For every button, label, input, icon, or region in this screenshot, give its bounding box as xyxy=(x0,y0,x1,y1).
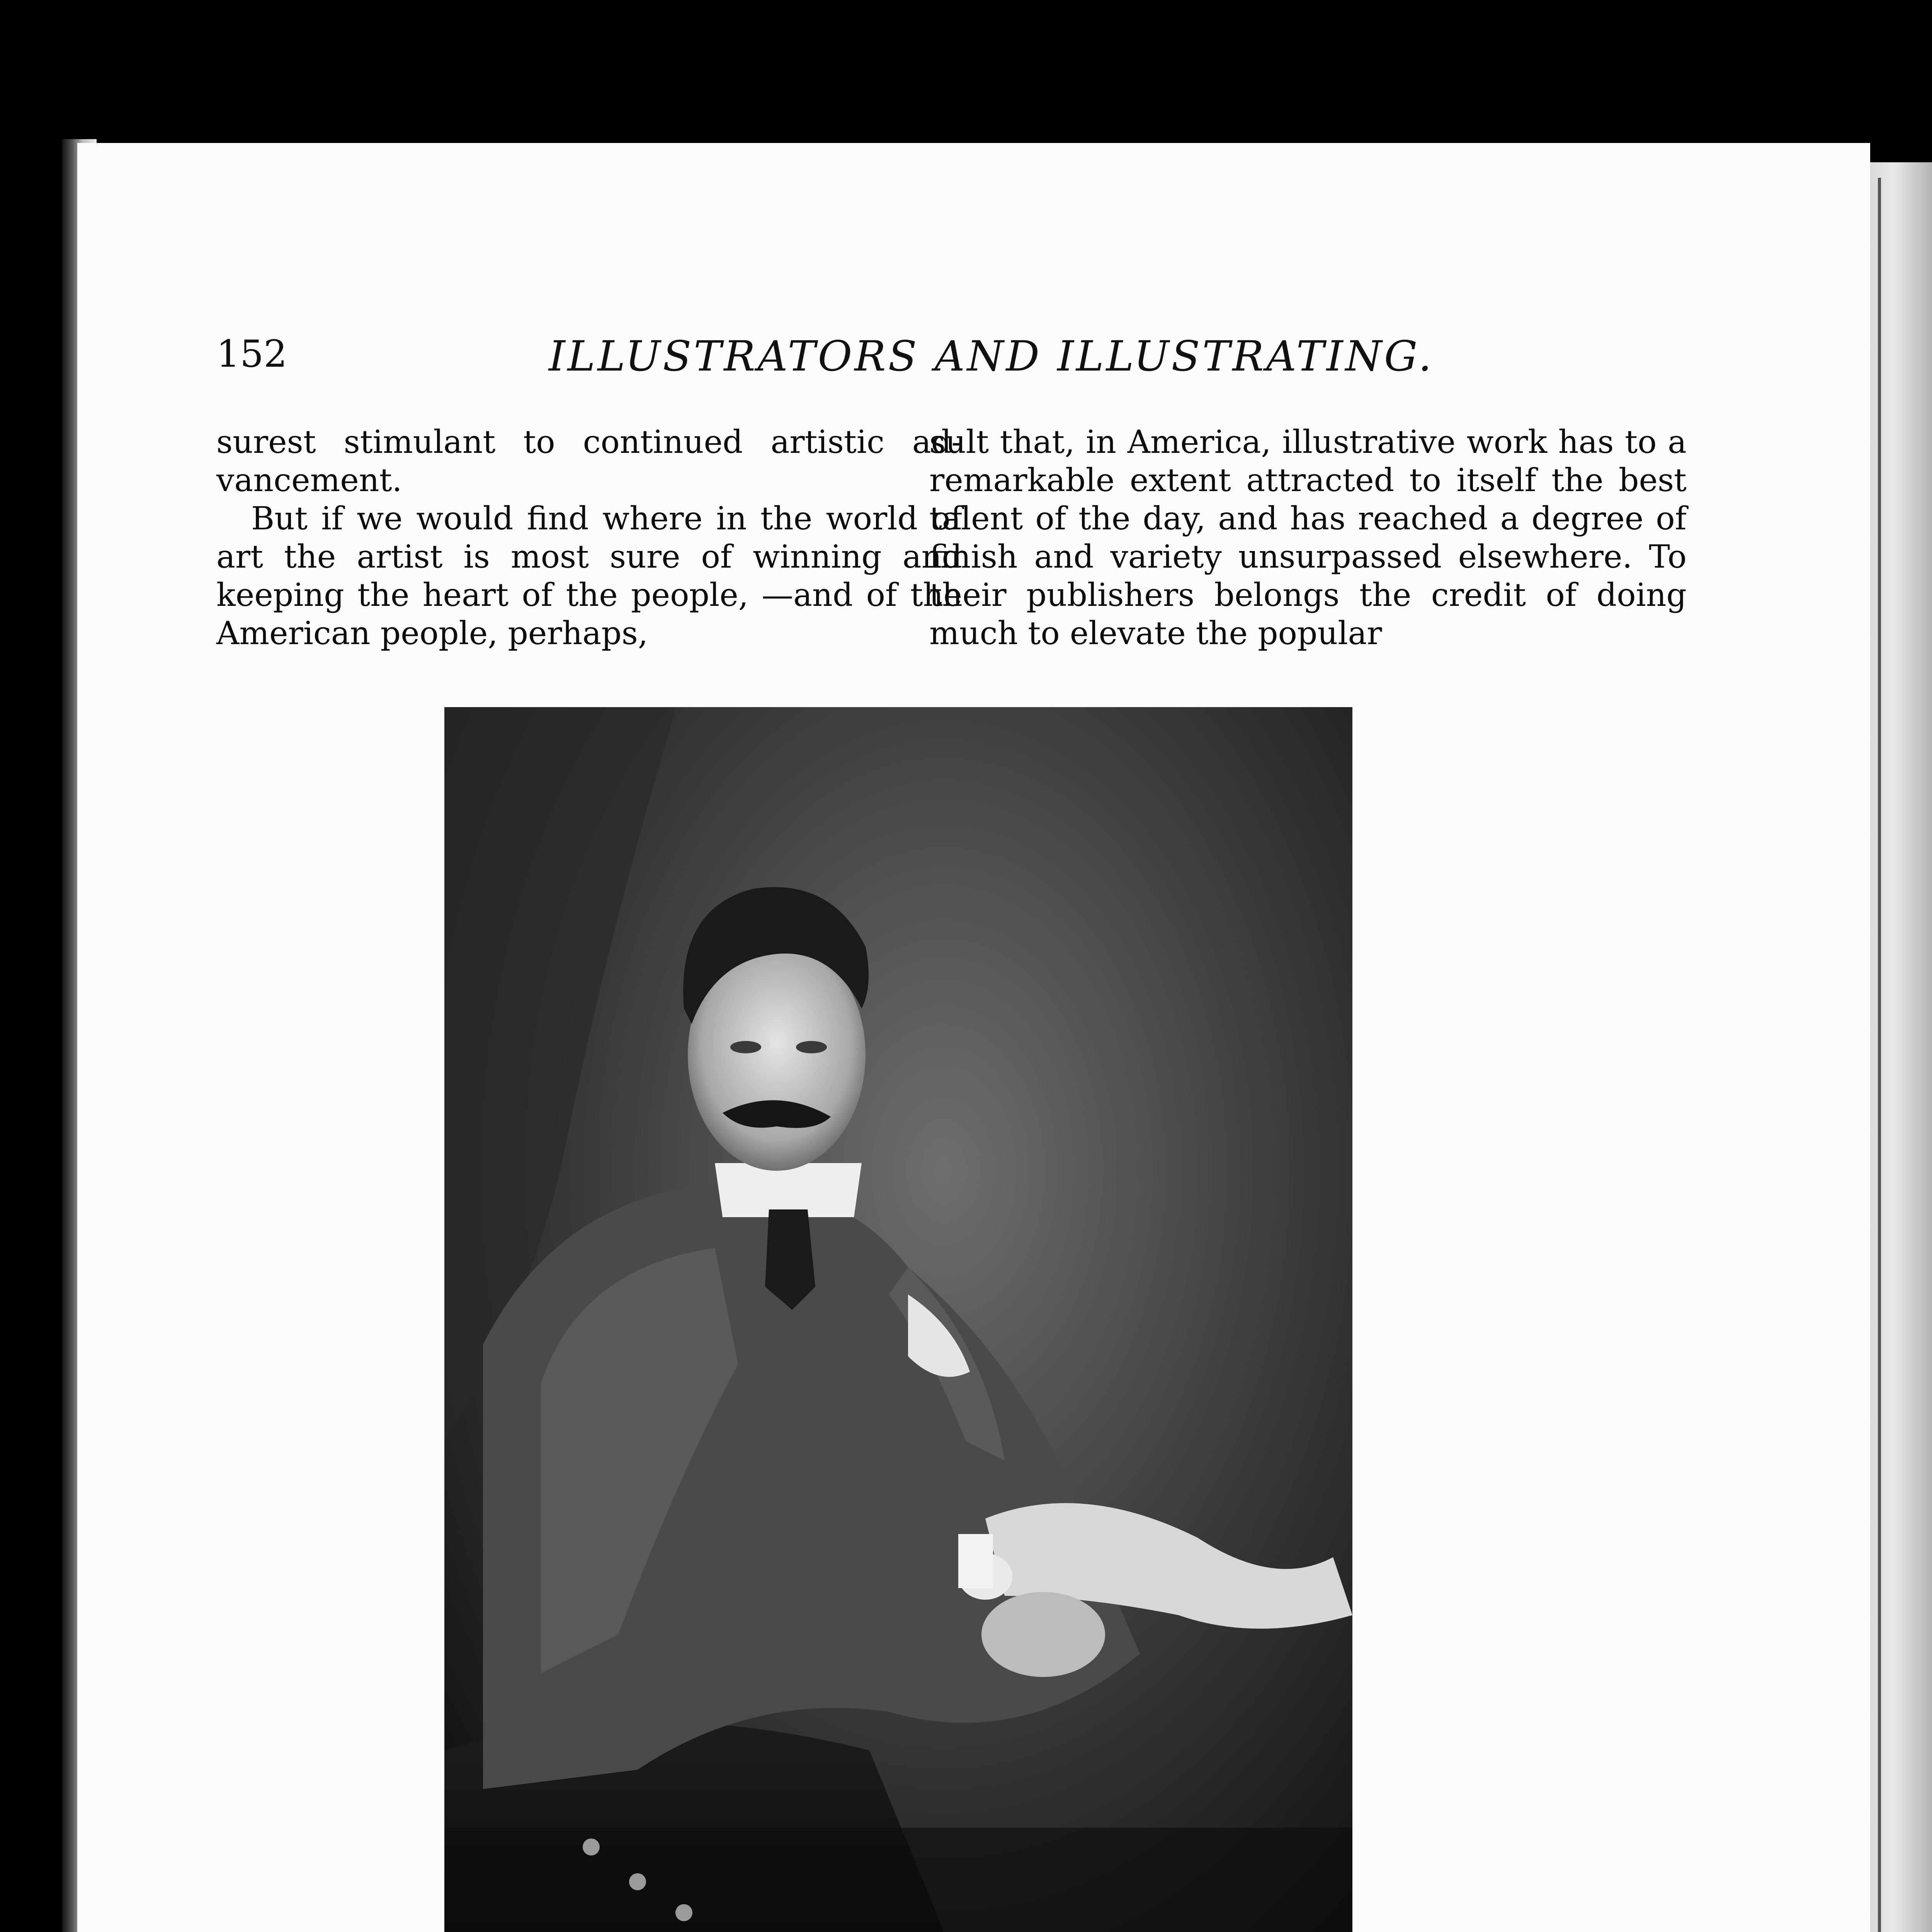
paragraph: But if we would find where in the world of art the artist is most sure of winning and keeping the heart of the people, —and of the American people, perhaps, xyxy=(216,500,962,652)
running-title: ILLUSTRATORS AND ILLUSTRATING. xyxy=(549,332,1434,381)
paragraph: surest stimulant to continued artistic ad- vancement. xyxy=(216,424,962,499)
column-top-left xyxy=(216,423,962,653)
running-header xyxy=(0,332,1932,379)
portrait-photograph xyxy=(444,707,1352,1932)
adjacent-page-rule xyxy=(1878,178,1881,1932)
column-top-right xyxy=(929,423,1687,653)
paragraph: sult that, in America, illustrative work has to a remarkable extent attracted to itself the best talent of the day, and has reached a degree of finish and variety unsurpassed elsewhere. To their publishers belongs the credit of doing much to elevate the popular xyxy=(929,424,1687,652)
page-number: 152 xyxy=(216,332,287,376)
